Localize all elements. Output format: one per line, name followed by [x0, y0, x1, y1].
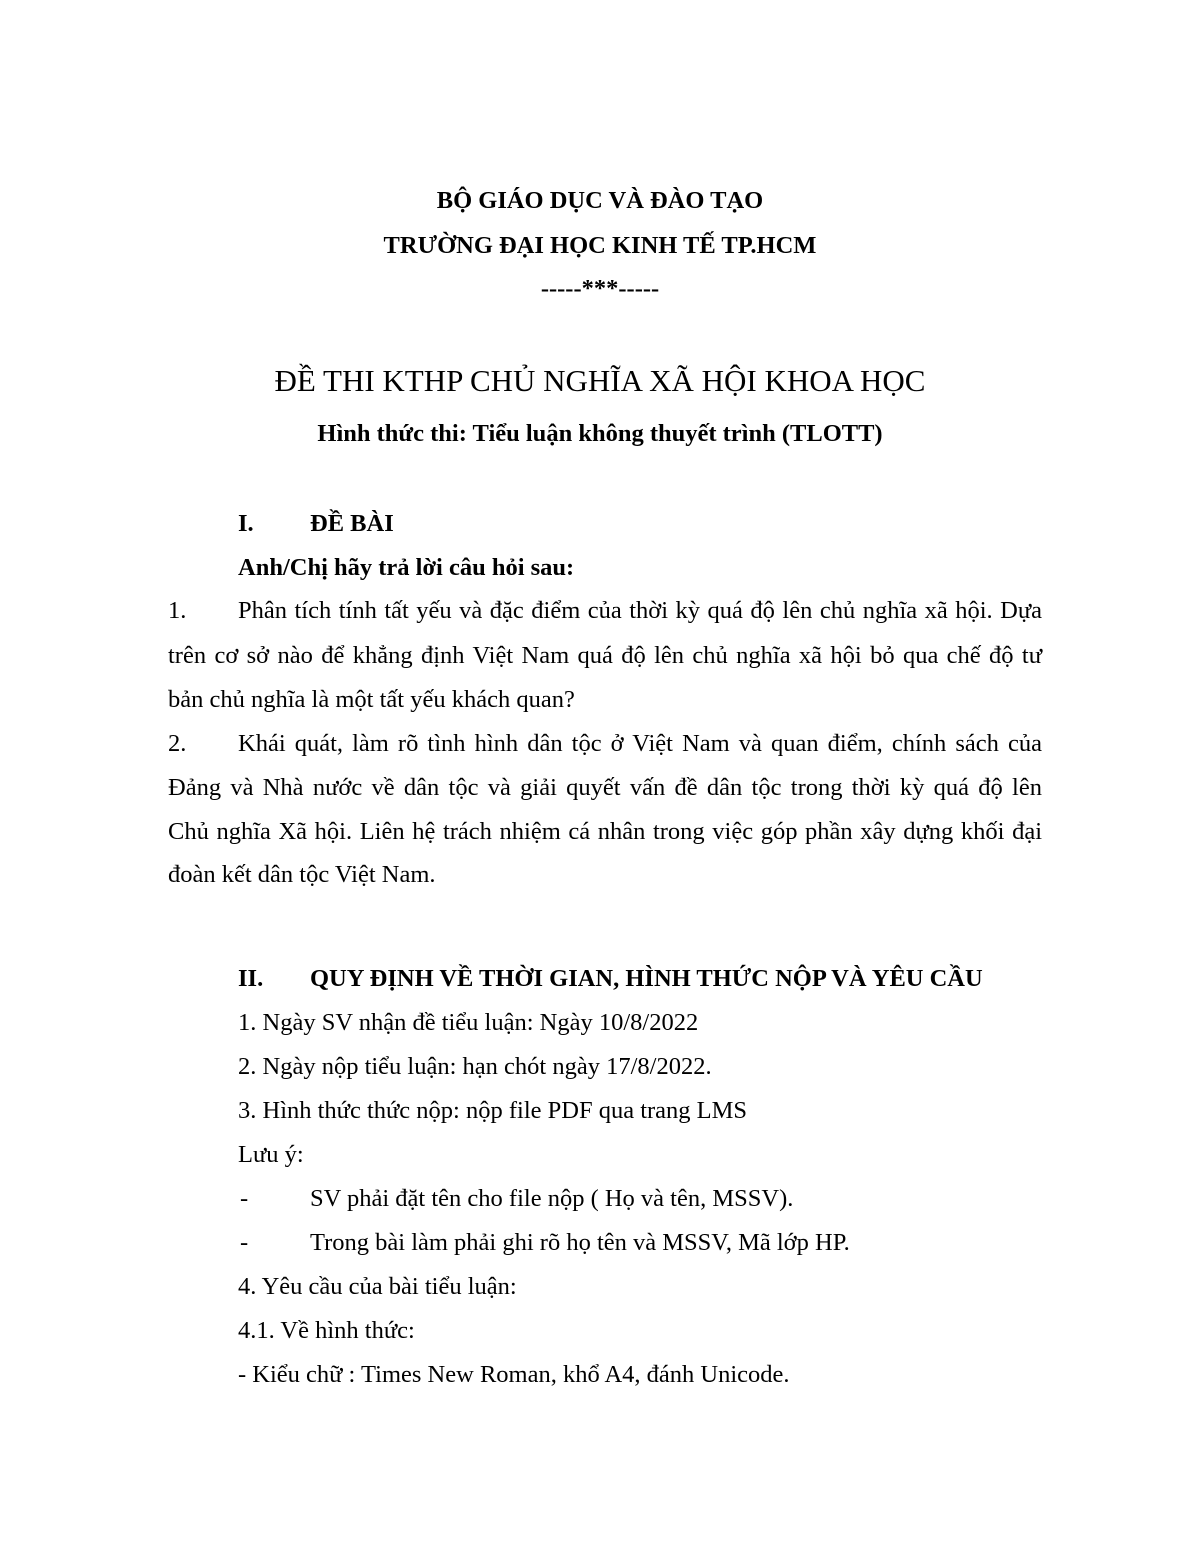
section1-instruction: Anh/Chị hãy trả lời câu hỏi sau:: [238, 554, 575, 581]
header-separator: -----***-----: [540, 275, 660, 302]
section2-number: II.: [238, 965, 264, 992]
question-2-line-1: Khái quát, làm rõ tình hình dân tộc ở Việt Nam và quan điểm, chính sách của: [238, 730, 1042, 757]
rule-format-heading: 4.1. Về hình thức:: [238, 1317, 415, 1344]
exam-title: ĐỀ THI KTHP CHỦ NGHĨA XÃ HỘI KHOA HỌC: [274, 363, 926, 398]
question-2-line-4: đoàn kết dân tộc Việt Nam.: [168, 861, 436, 888]
university-name: TRƯỜNG ĐẠI HỌC KINH TẾ TP.HCM: [383, 232, 817, 259]
question-1-number: 1.: [168, 597, 187, 624]
note-2-text: Trong bài làm phải ghi rõ họ tên và MSSV, Mã lớp HP.: [310, 1229, 850, 1256]
note-1-bullet: -: [240, 1185, 249, 1212]
exam-format: Hình thức thi: Tiểu luận không thuyết trình (TLOTT): [317, 420, 883, 447]
section1-heading: ĐỀ BÀI: [310, 510, 394, 537]
rule-font: - Kiểu chữ : Times New Roman, khổ A4, đánh Unicode.: [238, 1361, 790, 1388]
rule-essay-requirements: 4. Yêu cầu của bài tiểu luận:: [238, 1273, 517, 1300]
rule-submit-format: 3. Hình thức thức nộp: nộp file PDF qua trang LMS: [238, 1097, 748, 1124]
note-label: Lưu ý:: [238, 1141, 304, 1168]
section1-number: I.: [238, 510, 254, 537]
note-1-text: SV phải đặt tên cho file nộp ( Họ và tên, MSSV).: [310, 1185, 794, 1212]
note-2-bullet: -: [240, 1229, 249, 1256]
question-1-line-1: Phân tích tính tất yếu và đặc điểm của thời kỳ quá độ lên chủ nghĩa xã hội. Dựa: [238, 597, 1042, 624]
question-2-line-3: Chủ nghĩa Xã hội. Liên hệ trách nhiệm cá nhân trong việc góp phần xây dựng khối đại: [168, 818, 1042, 845]
question-1-line-3: bản chủ nghĩa là một tất yếu khách quan?: [168, 686, 575, 713]
ministry-name: BỘ GIÁO DỤC VÀ ĐÀO TẠO: [436, 187, 764, 214]
question-2-line-2: Đảng và Nhà nước về dân tộc và giải quyết vấn đề dân tộc trong thời kỳ quá độ lên: [168, 774, 1042, 801]
section2-heading: QUY ĐỊNH VỀ THỜI GIAN, HÌNH THỨC NỘP VÀ YÊU CẦU: [310, 965, 983, 992]
question-1-line-2: trên cơ sở nào để khẳng định Việt Nam quá độ lên chủ nghĩa xã hội bỏ qua chế độ tư: [168, 642, 1042, 669]
rule-submit-date: 2. Ngày nộp tiểu luận: hạn chót ngày 17/8/2022.: [238, 1053, 712, 1080]
question-2-number: 2.: [168, 730, 187, 757]
rule-receive-date: 1. Ngày SV nhận đề tiểu luận: Ngày 10/8/2022: [238, 1009, 699, 1036]
